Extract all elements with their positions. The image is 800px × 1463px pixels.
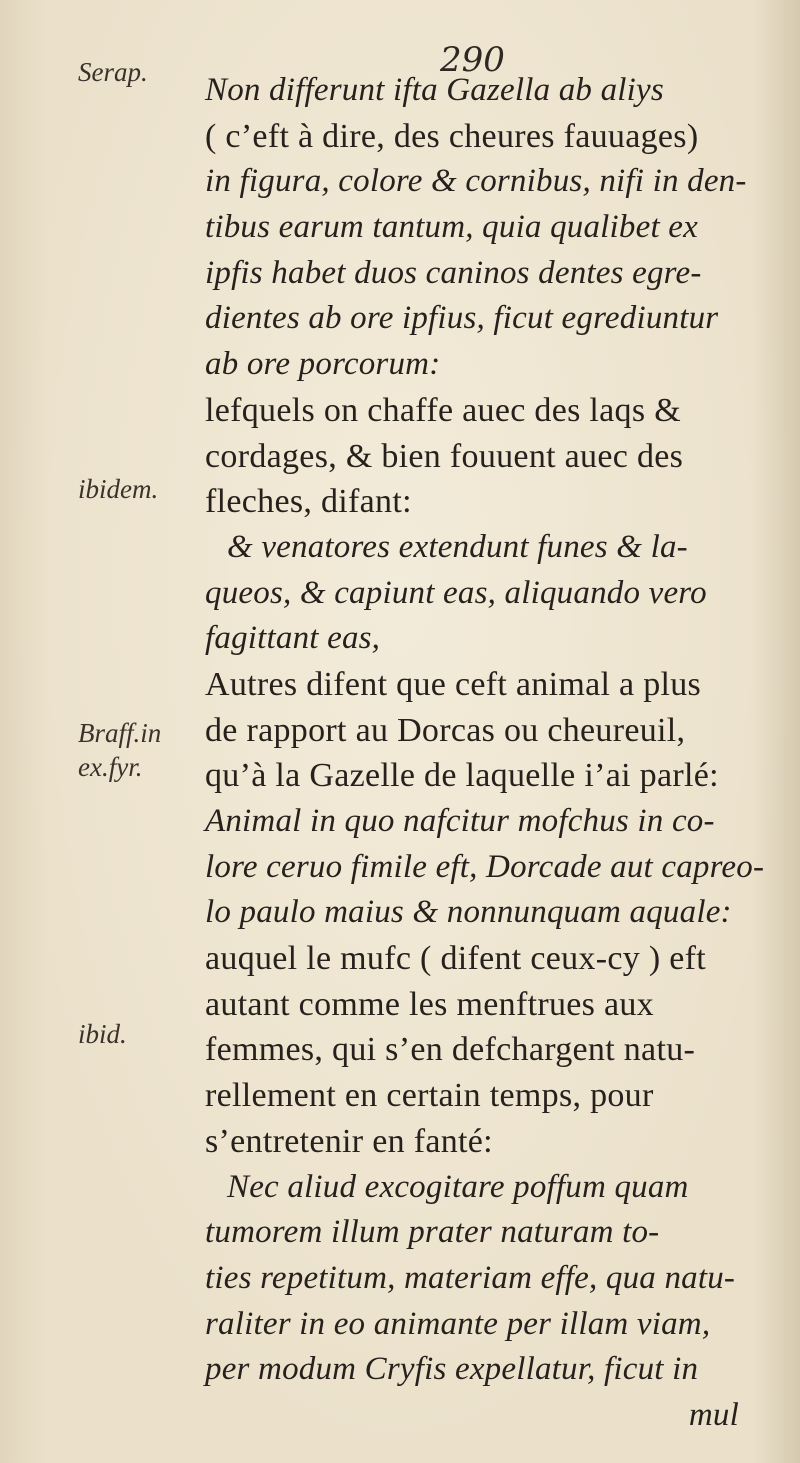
text-line: de rapport au Dorcas ou cheureuil, — [205, 711, 686, 749]
text-line: lo paulo maius & nonnunquam aquale: — [205, 894, 732, 931]
text-line: queos, & capiunt eas, aliquando vero — [205, 574, 707, 611]
text-line: fagittant eas, — [205, 620, 381, 657]
text-line: in figura, colore & cornibus, nifi in den- — [205, 163, 747, 200]
text-line: lore ceruo fimile eft, Dorcade aut capreo- — [205, 848, 765, 885]
text-line: lefquels on chaffe auec des laqs & — [205, 391, 681, 429]
text-line: Non differunt ifta Gazella ab aliys — [205, 72, 664, 108]
text-line: cordages, & bien fouuent auec des — [205, 437, 684, 475]
text-line: dientes ab ore ipfius, ficut egrediuntur — [205, 300, 719, 337]
text-line: auquel le mufc ( difent ceux-cy ) eft — [205, 940, 707, 978]
text-line: per modum Cryfis expellatur, ficut in — [205, 1351, 699, 1388]
text-line: tumorem illum prater naturam to- — [205, 1214, 660, 1251]
margin-note: ex.fyr. — [78, 752, 143, 782]
text-line: mul — [688, 1396, 739, 1433]
text-line: & venatores extendunt funes & la- — [227, 528, 688, 565]
text-line: rellement en certain temps, pour — [205, 1077, 654, 1115]
text-line: ties repetitum, materiam effe, qua natu- — [205, 1259, 736, 1296]
text-line: ( c’eft à dire, des cheures fauuages) — [205, 117, 699, 155]
text-line: autant comme les menftrues aux — [205, 985, 654, 1023]
margin-note: ibid. — [78, 1019, 127, 1049]
text-line: tibus earum tantum, quia qualibet ex — [205, 209, 698, 246]
text-line: ab ore porcorum: — [205, 346, 441, 383]
margin-note: ibidem. — [78, 474, 159, 504]
margin-note: Braff.in — [78, 718, 162, 748]
text-line: raliter in eo animante per illam viam, — [205, 1305, 711, 1342]
margin-note: Serap. — [78, 57, 148, 87]
text-line: ipfis habet duos caninos dentes egre- — [205, 254, 702, 291]
text-line: femmes, qui s’en defchargent natu- — [205, 1031, 696, 1069]
text-line: qu’à la Gazelle de laquelle i’ai parlé: — [205, 757, 719, 795]
text-line: Animal in quo nafcitur mofchus in co- — [205, 803, 715, 839]
text-line: Nec aliud excogitare poffum quam — [227, 1168, 689, 1205]
text-line: s’entretenir en fanté: — [205, 1122, 493, 1160]
page-number: 290 — [440, 40, 505, 80]
text-line: Autres difent que ceft animal a plus — [205, 665, 702, 703]
text-line: fleches, difant: — [205, 483, 412, 521]
body-text — [205, 68, 765, 1439]
